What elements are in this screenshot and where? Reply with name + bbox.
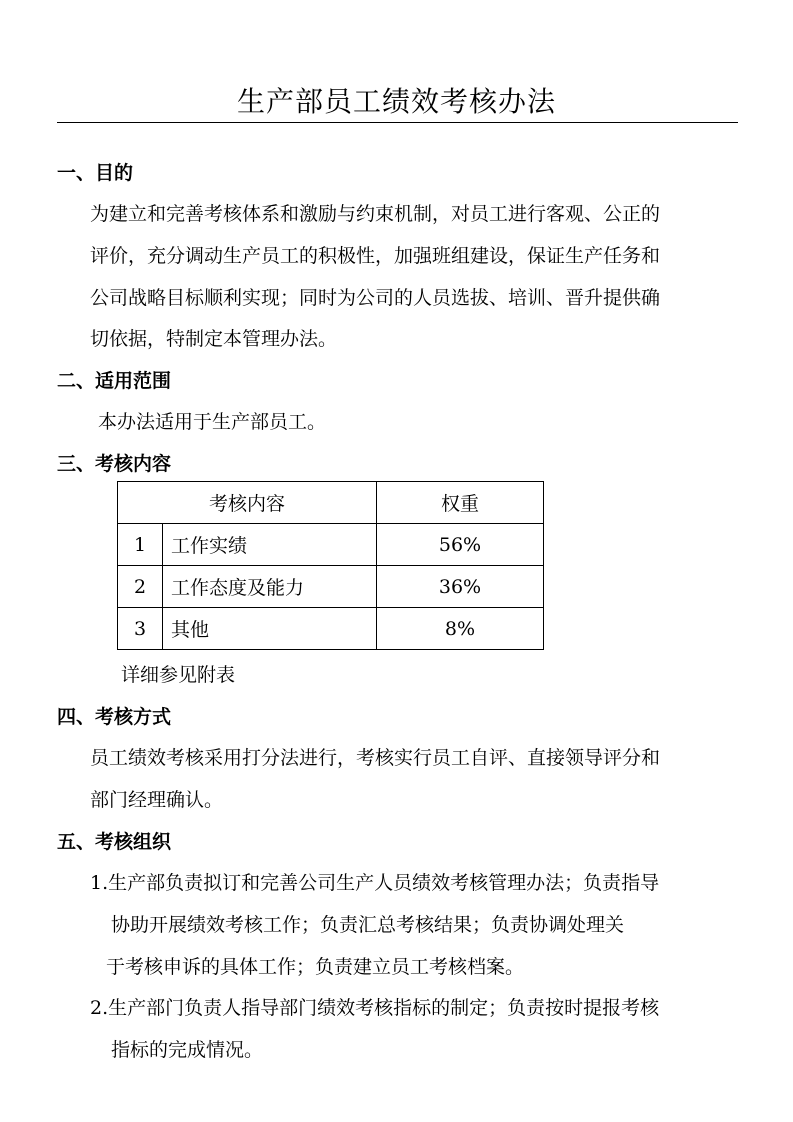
paragraph-line: 切依据，特制定本管理办法。 [90, 328, 338, 350]
paragraph-line: 为建立和完善考核体系和激励与约束机制，对员工进行客观、公正的 [90, 203, 661, 225]
list-item-line: 2.生产部门负责人指导部门绩效考核指标的制定；负责按时提报考核 [90, 997, 660, 1019]
row-item: 工作态度及能力 [163, 566, 377, 608]
table-note: 详细参见附表 [121, 664, 236, 686]
row-item: 工作实绩 [163, 524, 377, 566]
row-weight: 36% [377, 566, 544, 608]
list-item-line: 指标的完成情况。 [111, 1039, 264, 1061]
row-weight: 8% [377, 608, 544, 650]
paragraph-line: 公司战略目标顺利实现；同时为公司的人员选拔、培训、晋升提供确 [90, 287, 661, 309]
row-weight: 56% [377, 524, 544, 566]
row-item: 其他 [163, 608, 377, 650]
section-heading-purpose: 一、目的 [57, 162, 134, 184]
table-row [118, 608, 544, 650]
table-row [118, 566, 544, 608]
section-heading-content: 三、考核内容 [57, 453, 172, 475]
scope-text: 本办法适用于生产部员工。 [98, 411, 327, 433]
paragraph-line: 员工绩效考核采用打分法进行，考核实行员工自评、直接领导评分和 [90, 747, 661, 769]
page-title: 生产部员工绩效考核办法 [236, 85, 556, 118]
row-number: 3 [118, 608, 163, 650]
paragraph-line: 部门经理确认。 [90, 789, 224, 811]
header-content: 考核内容 [118, 482, 377, 524]
section-heading-organization: 五、考核组织 [57, 831, 172, 853]
assessment-table [117, 481, 544, 650]
table-header-row [118, 482, 544, 524]
section-heading-method: 四、考核方式 [57, 706, 172, 728]
list-item-line: 协助开展绩效考核工作；负责汇总考核结果；负责协调处理关 [111, 914, 625, 936]
row-number: 2 [118, 566, 163, 608]
table-row [118, 524, 544, 566]
paragraph-line: 评价，充分调动生产员工的积极性，加强班组建设，保证生产任务和 [90, 245, 661, 267]
row-number: 1 [118, 524, 163, 566]
list-item-line: 1.生产部负责拟订和完善公司生产人员绩效考核管理办法；负责指导 [90, 872, 660, 894]
section-heading-scope: 二、适用范围 [57, 370, 172, 392]
title-divider [57, 122, 738, 123]
list-item-line: 于考核申诉的具体工作；负责建立员工考核档案。 [106, 956, 525, 978]
header-weight: 权重 [377, 482, 544, 524]
